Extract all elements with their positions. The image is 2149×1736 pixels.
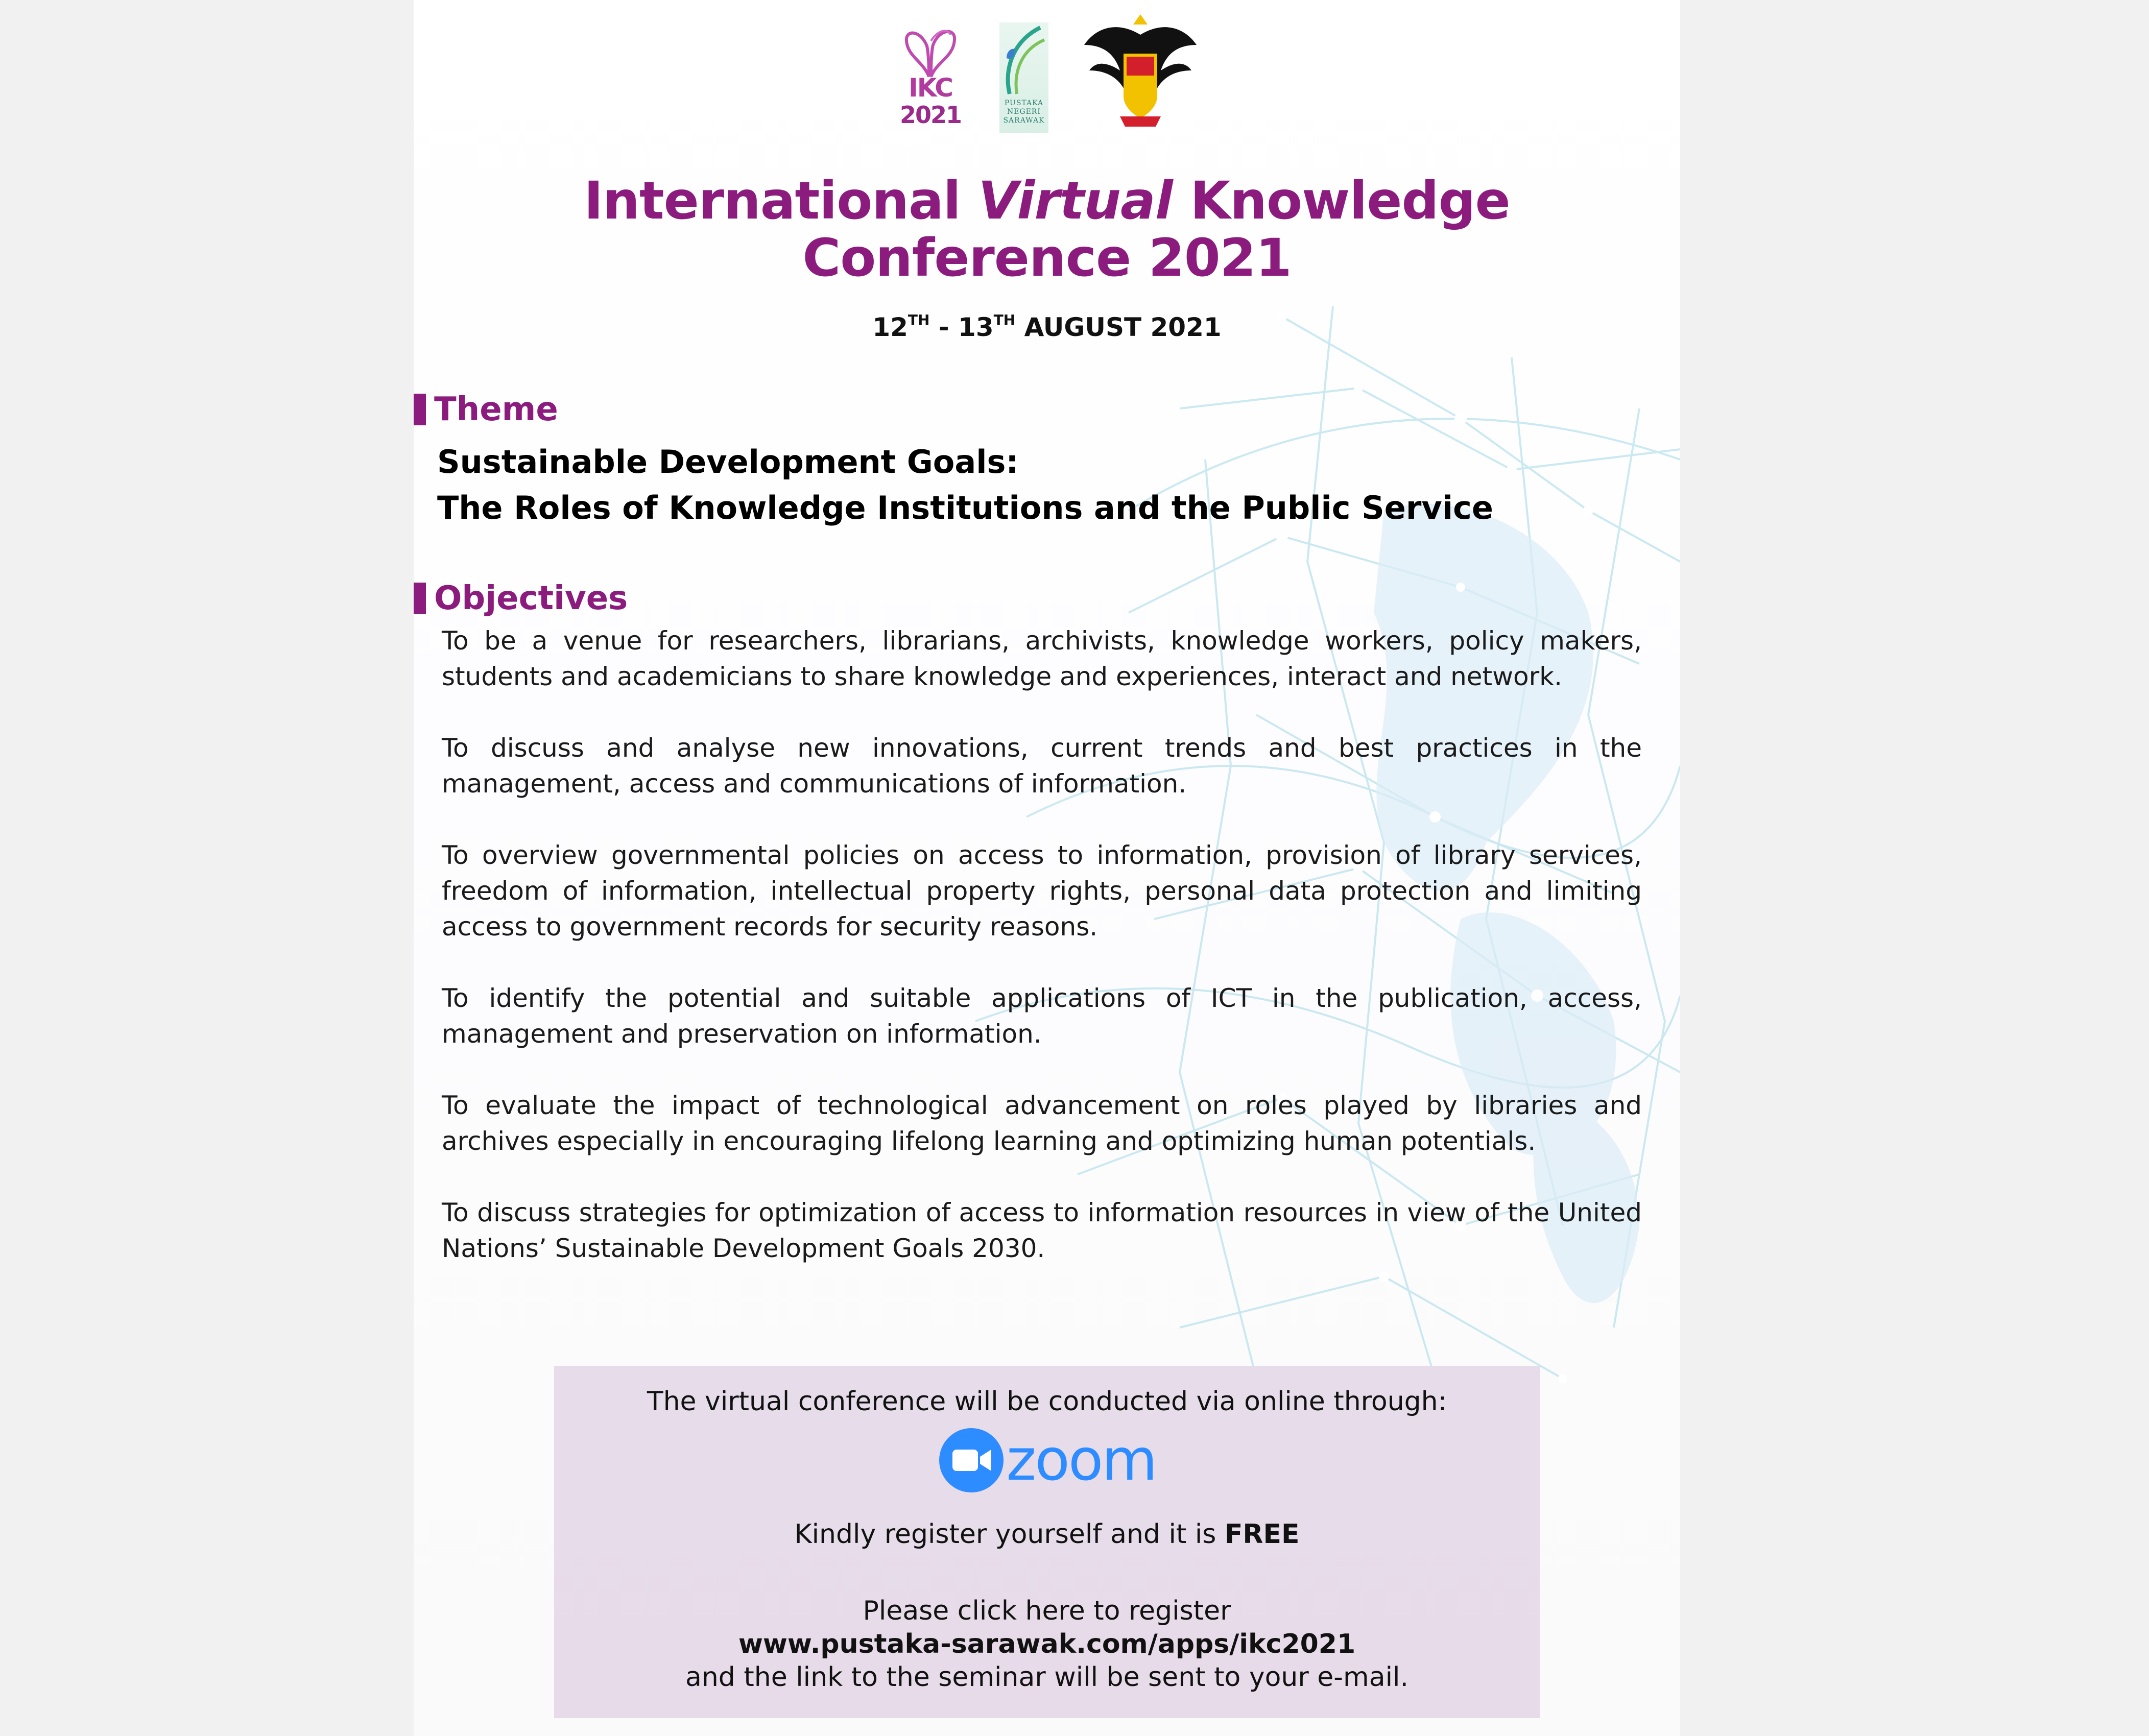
registration-footer: and the link to the seminar will be sent to your e-mail. (685, 1662, 1408, 1693)
event-date (414, 311, 1680, 342)
zoom-camera-icon (938, 1427, 1005, 1493)
sarawak-crest-icon (1084, 14, 1197, 133)
heading-bar (414, 394, 426, 425)
date-month-year: AUGUST 2021 (1015, 312, 1222, 342)
registration-box (554, 1366, 1540, 1718)
objective-item: To overview governmental policies on access to information, provision of library services, freedom of information, intellectual property rights, personal data protection and limiting access to government records for security reasons. (442, 840, 1642, 942)
heading-bar (414, 583, 426, 614)
zoom-wordmark: zoom (1006, 1427, 1156, 1493)
register-link[interactable]: www.pustaka-sarawak.com/apps/ikc2021 (738, 1629, 1356, 1659)
logo-row (414, 15, 1680, 133)
ikc-logo-year: 2021 (899, 101, 962, 129)
poster (414, 0, 1680, 1736)
date-day-1: 12 (872, 312, 908, 342)
objectives-heading (414, 580, 628, 617)
title-part-1: International (584, 171, 978, 231)
title-line-1 (414, 173, 1680, 230)
free-prefix: Kindly register yourself and it is (794, 1519, 1225, 1550)
title-line-2: Conference 2021 (802, 228, 1292, 288)
registration-intro: The virtual conference will be conducted via online through: (647, 1386, 1447, 1417)
ikc-logo (897, 26, 964, 133)
title-part-2: Knowledge (1172, 171, 1510, 231)
theme-line-2: The Roles of Knowledge Institutions and the Public Service (437, 489, 1493, 526)
date-separator: - (929, 312, 959, 342)
objective-item: To be a venue for researchers, librarians, archivists, knowledge workers, policy makers, students and academicians to share knowledge and experiences, interact and network. (442, 626, 1642, 691)
zoom-logo (554, 1427, 1540, 1493)
theme-line-1: Sustainable Development Goals: (437, 443, 1019, 480)
register-instruction: Please click here to register (863, 1596, 1231, 1626)
title-italic: Virtual (978, 171, 1173, 231)
registration-free-note (554, 1519, 1540, 1550)
pustaka-leaf-icon (999, 22, 1048, 99)
objective-item: To identify the potential and suitable applications of ICT in the publication, access, management and preservation on information. (442, 983, 1642, 1049)
objective-item: To discuss strategies for optimization of access to information resources in view of the United Nations’ Sustainable Development Goals 2030. (442, 1198, 1642, 1263)
theme-text (437, 439, 1612, 531)
ikc-logo-text: IKC (909, 73, 952, 103)
page-title (414, 173, 1680, 287)
date-suffix-2: TH (993, 311, 1016, 328)
objective-item: To discuss and analyse new innovations, current trends and best practices in the management, access and communications of information. (442, 733, 1642, 799)
objective-item: To evaluate the impact of technological advancement on roles played by libraries and archives especially in encouraging lifelong learning and optimizing human potentials. (442, 1091, 1642, 1156)
objectives-heading-text: Objectives (434, 580, 628, 617)
theme-heading-text: Theme (434, 391, 558, 428)
objectives-list (442, 623, 1642, 1302)
date-day-2: 13 (958, 312, 994, 342)
pustaka-logo-text: PUSTAKA NEGERI SARAWAK (1003, 99, 1045, 125)
pustaka-negeri-sarawak-logo (999, 22, 1048, 133)
date-suffix-1: TH (908, 311, 930, 328)
theme-heading (414, 391, 558, 428)
free-word: FREE (1224, 1519, 1300, 1550)
